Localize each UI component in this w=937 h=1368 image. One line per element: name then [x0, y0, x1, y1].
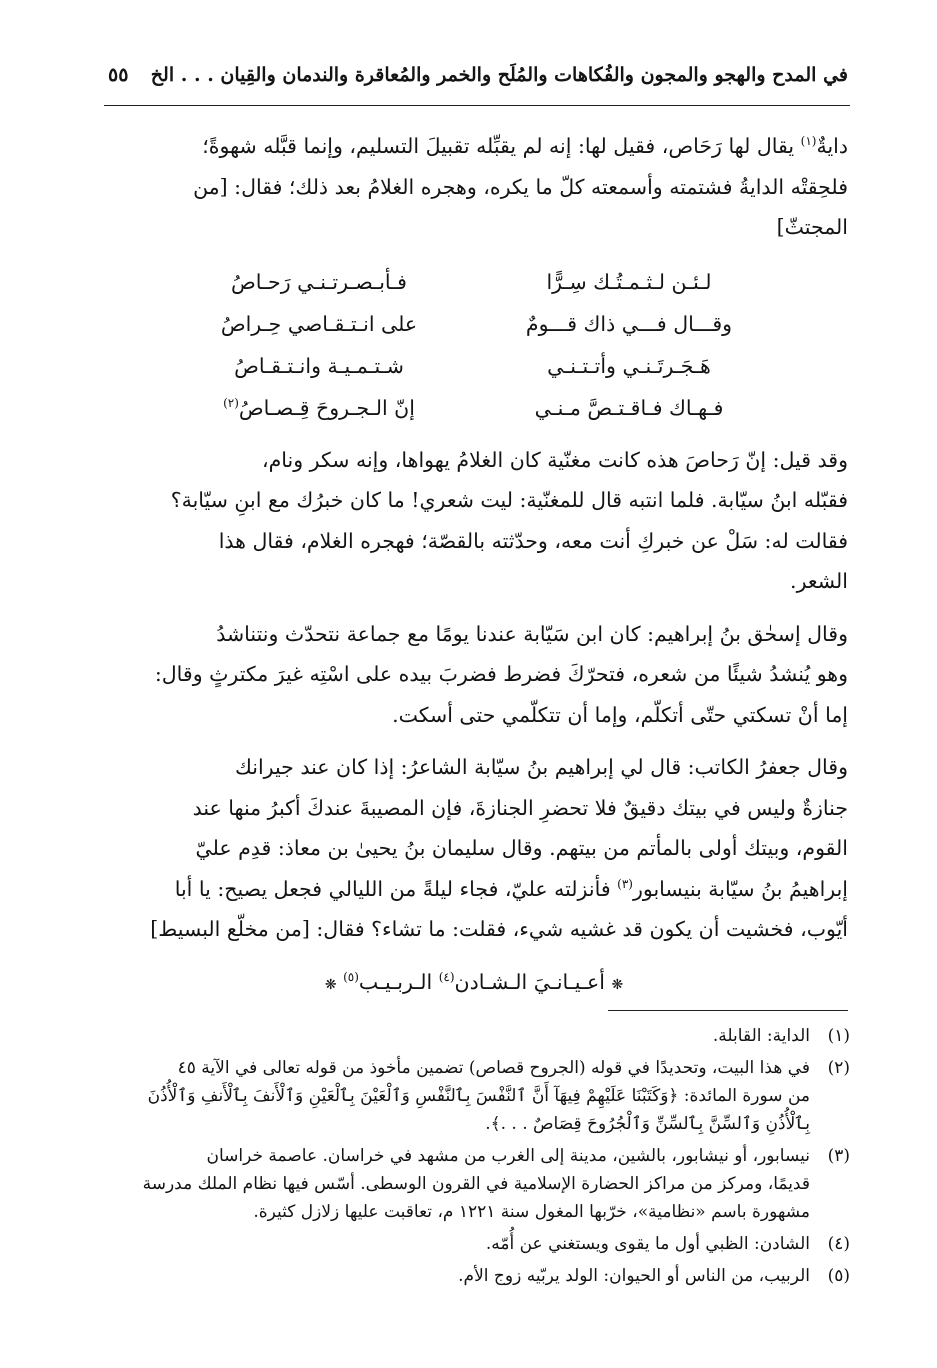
- footnote-item: [108, 1230, 850, 1258]
- footnotes: [108, 1022, 850, 1294]
- first-hemistich: فـهـاك فـاقـتـصَّ مـنـي: [534, 396, 724, 421]
- footnote-text: [108, 1022, 810, 1050]
- footnote-text: [108, 1054, 810, 1138]
- footnote-line: في هذا البيت، وتحديدًا في قوله (الجروح قصاص) تضمين مأخوذ من قوله تعالى في الآية ٤٥: [177, 1058, 810, 1078]
- second-hemistich: فـأبـصـرتـنـي رَحـاصُ: [231, 270, 407, 295]
- second-hemistich: شـتـمـيـة وانـتـقـاصُ: [234, 354, 404, 379]
- text-line: وقد قيل: إنّ رَحاصَ هذه كانت مغنّية كان الغلامُ يهواها، وإنه سكر ونام،: [261, 447, 848, 472]
- footnote-number: (١): [827, 1026, 850, 1046]
- footnote-number: (٢): [827, 1058, 850, 1078]
- footnote-text: [108, 1142, 810, 1226]
- footnote-line: نيسابور، أو نيشابور، بالشين، مدينة إلى الغرب من مشهد في خراسان. عاصمة خراسان: [206, 1146, 810, 1166]
- header-divider: [104, 105, 850, 106]
- verse-line: [194, 304, 754, 346]
- verse-line: [194, 346, 754, 388]
- text-line: الشعر.: [790, 569, 848, 593]
- verse-line: [194, 262, 754, 304]
- verse-text: أعـيـانـيَ الـشـادن$^{(٤)}$ الـربـيـب$^{(٥)}$: [343, 969, 605, 994]
- paragraph-2: [100, 440, 848, 602]
- footnote-number: (٥): [827, 1266, 850, 1286]
- text-line: فقالت له: سَلْ عن خبركِ أنت معه، وحدّثته بالقصّة؛ فهجره الغلام، فقال هذا: [218, 528, 848, 553]
- text-line: وقال إسحٰق بنُ إبراهيم: كان ابن سَيّابة عندنا يومًا مع جماعة نتحدّث ونتناشدُ: [216, 621, 848, 646]
- first-hemistich: وقـــال فـــي ذاك قـــومٌ: [525, 312, 733, 337]
- text-line: وهو يُنشدُ شيئًا من شعره، فتحرّكَ فضرط فضربَ بيده على اسْتِه غيرَ مكترثٍ وقال:: [154, 662, 848, 686]
- main-text: [100, 126, 848, 1005]
- paragraph-4: [100, 747, 848, 950]
- star-ornament-icon: ❋: [324, 976, 337, 993]
- footnote-line: مشهورة باسم «نظامية»، خرّبها المغول سنة ١٢٢١ م، تعاقبت عليها زلازل كثيرة.: [253, 1202, 810, 1222]
- paragraph-3: [100, 614, 848, 736]
- footnote-item: [108, 1142, 850, 1226]
- verse-line: [194, 388, 754, 430]
- footnote-line: الشادن: الظبي أول ما يقوى ويستغني عن أُمّه.: [485, 1234, 810, 1254]
- footnote-number: (٣): [827, 1146, 850, 1166]
- text-line: إبراهيمُ بنُ سيّابة بنيسابور$^{(٣)}$ فأنزلته عليّ، فجاء ليلةً من الليالي فجعل يصيح: يا أبا: [174, 876, 848, 901]
- page-number: ٥٥: [108, 64, 129, 86]
- centered-verse: [100, 962, 848, 1006]
- footnote-line: من سورة المائدة: ﴿وَكَتَبْنَا عَلَيْهِمْ فِيهَآ أَنَّ ٱلنَّفْسَ بِٱلنَّفْسِ وَٱلْعَيْنَ بِٱلْعَيْنِ وَٱلْأَنفَ بِٱلْأَنفِ وَٱلْأُذُنَ: [147, 1086, 810, 1106]
- text-line: فلحِقتْه الدايةُ فشتمته وأسمعته كلّ ما يكره، وهجره الغلامُ بعد ذلك؛ فقال: [من: [193, 174, 848, 199]
- first-hemistich: لـئـن لـثـمـتُـك سِـرًّا: [546, 270, 712, 295]
- footnote-line: بِٱلْأُذُنِ وَٱلسِّنَّ بِٱلسِّنِّ وَٱلْجُرُوحَ قِصَاصٌ . . .﴾.: [485, 1114, 810, 1134]
- second-hemistich: على انـتـقـاصي حِـراصُ: [220, 312, 418, 337]
- footnote-text: [108, 1230, 810, 1258]
- text-line: جنازةٌ وليس في بيتك دقيقٌ فلا تحضرِ الجنازةَ، فإن المصيبةَ عندكَ أكبرُ منها عند: [192, 795, 848, 820]
- poem-1: [194, 262, 754, 430]
- text-line: فقبّله ابنُ سيّابة. فلما انتبه قال للمغنّية: ليت شعري! ما كان خبرُك مع ابنِ سيّابة؟: [170, 488, 848, 512]
- footnote-line: الداية: القابلة.: [712, 1026, 810, 1046]
- running-header: [108, 64, 848, 86]
- footnote-text: [108, 1262, 810, 1290]
- text-line: دايةٌ$^{(١)}$ يقال لها رَحَاص، فقيل لها: إنه لم يقبِّله تقبيلَ التسليم، وإنما قبَّله شهوةً؛: [202, 134, 848, 158]
- footnote-number: (٤): [827, 1234, 850, 1254]
- text-line: القوم، وبيتك أولى بالمأتم من بيتهم. وقال سليمان بنُ يحيىٰ بن معاذ: قدِم عليّ: [195, 836, 848, 860]
- footnote-divider: [608, 1010, 848, 1011]
- footnote-item: [108, 1262, 850, 1290]
- first-hemistich: هَـجَـرتَـنـي وأتـتـنـي: [547, 354, 711, 379]
- text-line: المجتثّ]: [776, 215, 848, 239]
- paragraph-1: [100, 126, 848, 248]
- footnote-item: [108, 1054, 850, 1138]
- header-title: في المدح والهجو والمجون والفُكاهات والمُلَح والخمر والمُعاقرة والندمان والقِيان . . . الخ: [150, 64, 848, 86]
- text-line: أيّوب، فخشيت أن يكون قد غشيه شيء، فقلت: ما تشاء؟ فقال: [من مخلّع البسيط]: [150, 917, 848, 941]
- second-hemistich: إنّ الـجـروحَ قِـصـاصُ$^{(٢)}$: [223, 396, 415, 421]
- footnote-line: الربيب، من الناس أو الحيوان: الولد يربّيه زوج الأم.: [458, 1266, 810, 1286]
- text-line: وقال جعفرُ الكاتب: قال لي إبراهيم بنُ سيّابة الشاعرُ: إذا كان عند جيرانك: [235, 755, 848, 779]
- text-line: إما أنْ تسكتي حتّى أتكلّم، وإما أن تتكلّمي حتى أسكت.: [392, 702, 848, 727]
- footnote-item: [108, 1022, 850, 1050]
- footnote-line: قديمًا، ومركز من مراكز الحضارة الإسلامية في القرون الوسطى. أسّس فيها نظام الملك مدرسة: [142, 1174, 810, 1194]
- star-ornament-icon: ❋: [611, 976, 624, 993]
